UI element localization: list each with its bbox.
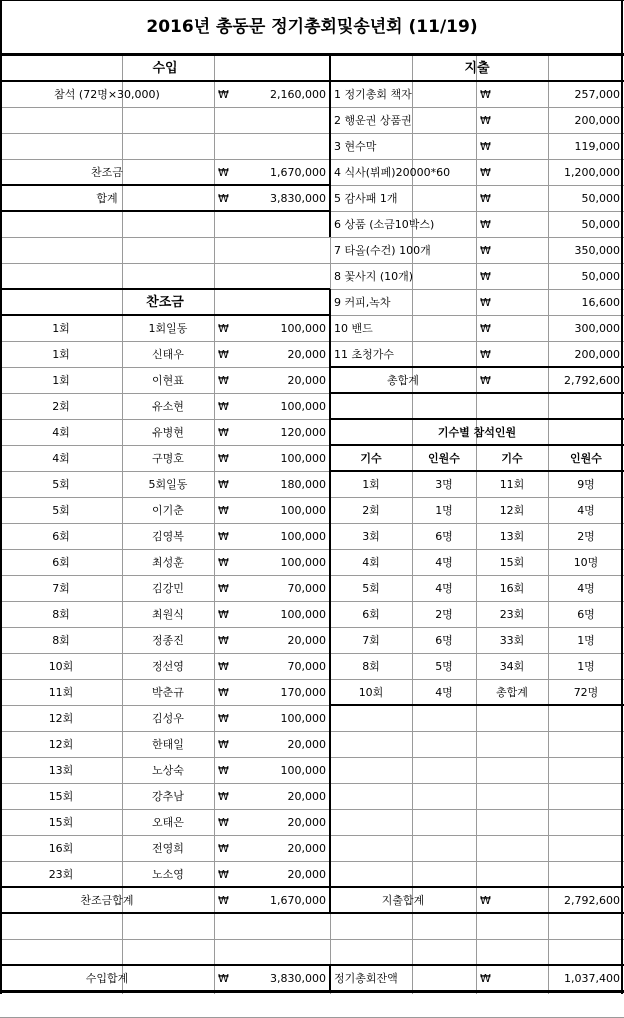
balance-currency: ₩ — [480, 971, 491, 985]
expense-header: 지출 — [464, 60, 490, 76]
donation-amount: 20,000 — [287, 841, 326, 855]
attendance-gen: 16회 — [499, 581, 525, 595]
attendance-count: 2명 — [435, 607, 453, 621]
expense-amount: 119,000 — [574, 139, 620, 153]
attendance-count: 4명 — [435, 581, 453, 595]
attendance-gen: 13회 — [499, 529, 525, 543]
income-total-label: 수입합계 — [85, 971, 129, 985]
donation-currency: ₩ — [218, 659, 229, 673]
donation-gen: 8회 — [52, 607, 70, 621]
attendance-count: 10명 — [573, 555, 599, 569]
donation-currency: ₩ — [218, 685, 229, 699]
attendance-gen: 4회 — [362, 555, 380, 569]
expense-label: 4 식사(뷔페)20000*60 — [334, 165, 451, 179]
attendance-count: 4명 — [435, 555, 453, 569]
expense-total-label: 총합계 — [387, 373, 419, 387]
income-amount: 1,670,000 — [270, 165, 326, 179]
donation-gen: 12회 — [48, 711, 74, 725]
attendance-col-count: 인원수 — [428, 451, 460, 465]
attendance-count: 3명 — [435, 477, 453, 491]
expense-currency: ₩ — [480, 191, 491, 205]
expense-total-summary-label: 지출합계 — [381, 893, 425, 907]
donation-currency: ₩ — [218, 347, 229, 361]
expense-currency: ₩ — [480, 321, 491, 335]
expense-label: 11 초청가수 — [334, 347, 394, 361]
expense-amount: 200,000 — [574, 113, 620, 127]
expense-currency: ₩ — [480, 243, 491, 257]
grid-line — [0, 939, 624, 940]
attendance-count: 5명 — [435, 659, 453, 673]
expense-currency: ₩ — [480, 113, 491, 127]
donations-total-label: 찬조금합계 — [80, 893, 134, 907]
expense-currency: ₩ — [480, 347, 491, 361]
attendance-gen: 33회 — [499, 633, 525, 647]
donation-amount: 20,000 — [287, 789, 326, 803]
donation-gen: 1회 — [52, 347, 70, 361]
donation-name: 노상숙 — [152, 763, 184, 777]
donation-currency: ₩ — [218, 815, 229, 829]
donation-name: 최성훈 — [152, 555, 184, 569]
donation-name: 한태일 — [152, 737, 184, 751]
attendance-col-count: 인원수 — [570, 451, 602, 465]
donation-currency: ₩ — [218, 789, 229, 803]
donation-amount: 180,000 — [280, 477, 326, 491]
expense-currency: ₩ — [480, 269, 491, 283]
expense-label: 10 밴드 — [334, 321, 373, 335]
expense-total-amount: 2,792,600 — [564, 373, 620, 387]
donation-currency: ₩ — [218, 737, 229, 751]
donation-currency: ₩ — [218, 841, 229, 855]
expense-currency: ₩ — [480, 87, 491, 101]
donation-name: 강추남 — [152, 789, 184, 803]
expense-label: 3 현수막 — [334, 139, 377, 153]
expense-amount: 1,200,000 — [564, 165, 620, 179]
donation-currency: ₩ — [218, 581, 229, 595]
donation-currency: ₩ — [218, 711, 229, 725]
donation-gen: 1회 — [52, 373, 70, 387]
attendance-gen: 6회 — [362, 607, 380, 621]
expense-currency: ₩ — [480, 217, 491, 231]
attendance-gen: 15회 — [499, 555, 525, 569]
expense-amount: 16,600 — [581, 295, 620, 309]
donation-gen: 12회 — [48, 737, 74, 751]
donation-gen: 15회 — [48, 815, 74, 829]
attendance-gen: 12회 — [499, 503, 525, 517]
donation-gen: 4회 — [52, 451, 70, 465]
donation-gen: 6회 — [52, 529, 70, 543]
donation-currency: ₩ — [218, 529, 229, 543]
donation-amount: 120,000 — [280, 425, 326, 439]
donation-amount: 20,000 — [287, 373, 326, 387]
income-amount: 2,160,000 — [270, 87, 326, 101]
expense-label: 1 정기총회 책자 — [334, 87, 412, 101]
attendance-count: 6명 — [435, 529, 453, 543]
income-total-amount: 3,830,000 — [270, 971, 326, 985]
expense-label: 6 상품 (소금10박스) — [334, 217, 435, 231]
income-currency: ₩ — [218, 165, 229, 179]
donation-amount: 100,000 — [280, 503, 326, 517]
attendance-gen: 5회 — [362, 581, 380, 595]
donation-name: 최원식 — [152, 607, 184, 621]
attendance-count: 4명 — [577, 503, 595, 517]
attendance-count: 6명 — [435, 633, 453, 647]
expense-amount: 300,000 — [574, 321, 620, 335]
attendance-count: 4명 — [435, 685, 453, 699]
donation-name: 1회일동 — [148, 321, 188, 335]
donations-header: 찬조금 — [146, 294, 184, 310]
donation-currency: ₩ — [218, 425, 229, 439]
donation-gen: 15회 — [48, 789, 74, 803]
donation-name: 5회일동 — [148, 477, 188, 491]
attendance-gen: 34회 — [499, 659, 525, 673]
donation-amount: 20,000 — [287, 737, 326, 751]
donation-amount: 100,000 — [280, 711, 326, 725]
expense-amount: 50,000 — [581, 217, 620, 231]
attendance-count: 6명 — [577, 607, 595, 621]
donation-amount: 20,000 — [287, 633, 326, 647]
expense-label: 9 커피,녹차 — [334, 295, 391, 309]
donation-gen: 13회 — [48, 763, 74, 777]
donation-name: 유병현 — [152, 425, 184, 439]
expense-amount: 200,000 — [574, 347, 620, 361]
attendance-gen: 23회 — [499, 607, 525, 621]
income-header: 수입 — [152, 60, 178, 76]
balance-label: 정기총회잔액 — [334, 971, 398, 985]
attendance-count: 72명 — [573, 685, 599, 699]
donation-name: 정선영 — [152, 659, 184, 673]
donation-amount: 100,000 — [280, 399, 326, 413]
donation-currency: ₩ — [218, 607, 229, 621]
donation-name: 정종진 — [152, 633, 184, 647]
grid-line — [0, 991, 624, 993]
donation-gen: 2회 — [52, 399, 70, 413]
donation-name: 김성우 — [152, 711, 184, 725]
expense-total-currency: ₩ — [480, 373, 491, 387]
expense-amount: 257,000 — [574, 87, 620, 101]
attendance-count: 1명 — [435, 503, 453, 517]
expense-currency: ₩ — [480, 139, 491, 153]
income-currency: ₩ — [218, 191, 229, 205]
donation-amount: 100,000 — [280, 321, 326, 335]
attendance-gen: 7회 — [362, 633, 380, 647]
page-title: 2016년 총동문 정기총회및송년회 (11/19) — [146, 16, 478, 37]
donation-currency: ₩ — [218, 633, 229, 647]
donation-currency: ₩ — [218, 451, 229, 465]
donation-amount: 70,000 — [287, 581, 326, 595]
income-label: 합계 — [96, 191, 118, 205]
donation-currency: ₩ — [218, 555, 229, 569]
attendance-gen: 10회 — [358, 685, 384, 699]
donation-gen: 5회 — [52, 477, 70, 491]
donation-currency: ₩ — [218, 321, 229, 335]
donation-gen: 23회 — [48, 867, 74, 881]
donation-amount: 100,000 — [280, 607, 326, 621]
income-total-currency: ₩ — [218, 971, 229, 985]
balance-amount: 1,037,400 — [564, 971, 620, 985]
donation-currency: ₩ — [218, 373, 229, 387]
donation-gen: 6회 — [52, 555, 70, 569]
donation-amount: 100,000 — [280, 555, 326, 569]
donation-currency: ₩ — [218, 503, 229, 517]
donation-amount: 100,000 — [280, 763, 326, 777]
donation-gen: 8회 — [52, 633, 70, 647]
donation-amount: 170,000 — [280, 685, 326, 699]
donation-gen: 7회 — [52, 581, 70, 595]
donation-gen: 4회 — [52, 425, 70, 439]
expense-label: 5 감사패 1개 — [334, 191, 398, 205]
donation-currency: ₩ — [218, 763, 229, 777]
donation-gen: 10회 — [48, 659, 74, 673]
donation-name: 이기춘 — [152, 503, 184, 517]
donation-amount: 20,000 — [287, 347, 326, 361]
donation-name: 구명호 — [152, 451, 184, 465]
income-currency: ₩ — [218, 87, 229, 101]
donation-gen: 1회 — [52, 321, 70, 335]
donation-name: 노소영 — [152, 867, 184, 881]
income-label: 찬조금 — [91, 165, 123, 179]
donation-currency: ₩ — [218, 867, 229, 881]
attendance-header: 기수별 참석인원 — [437, 425, 517, 439]
expense-label: 8 꽃사지 (10개) — [334, 269, 414, 283]
attendance-count: 4명 — [577, 581, 595, 595]
donation-amount: 70,000 — [287, 659, 326, 673]
attendance-gen: 3회 — [362, 529, 380, 543]
expense-label: 7 타올(수건) 100개 — [334, 243, 431, 257]
donation-amount: 100,000 — [280, 529, 326, 543]
donation-gen: 16회 — [48, 841, 74, 855]
expense-amount: 50,000 — [581, 269, 620, 283]
income-label: 참석 (72명×30,000) — [54, 87, 160, 101]
attendance-gen: 1회 — [362, 477, 380, 491]
attendance-gen: 총합계 — [496, 685, 528, 699]
donation-name: 김강민 — [152, 581, 184, 595]
attendance-count: 1명 — [577, 659, 595, 673]
donation-amount: 20,000 — [287, 815, 326, 829]
expense-currency: ₩ — [480, 165, 491, 179]
attendance-gen: 11회 — [499, 477, 525, 491]
expense-amount: 50,000 — [581, 191, 620, 205]
donation-name: 이현표 — [152, 373, 184, 387]
expense-amount: 350,000 — [574, 243, 620, 257]
expense-currency: ₩ — [480, 295, 491, 309]
attendance-count: 1명 — [577, 633, 595, 647]
donations-total-currency: ₩ — [218, 893, 229, 907]
donation-gen: 5회 — [52, 503, 70, 517]
attendance-gen: 8회 — [362, 659, 380, 673]
expense-total-summary-amount: 2,792,600 — [564, 893, 620, 907]
donation-name: 전영희 — [152, 841, 184, 855]
donation-name: 김영복 — [152, 529, 184, 543]
donation-gen: 11회 — [48, 685, 74, 699]
expense-total-summary-currency: ₩ — [480, 893, 491, 907]
donation-name: 유소현 — [152, 399, 184, 413]
attendance-col-gen: 기수 — [360, 451, 382, 465]
donation-name: 신태우 — [152, 347, 184, 361]
donation-name: 오태은 — [152, 815, 184, 829]
donations-total-amount: 1,670,000 — [270, 893, 326, 907]
attendance-col-gen: 기수 — [501, 451, 523, 465]
income-amount: 3,830,000 — [270, 191, 326, 205]
donation-currency: ₩ — [218, 477, 229, 491]
attendance-count: 9명 — [577, 477, 595, 491]
donation-amount: 100,000 — [280, 451, 326, 465]
attendance-gen: 2회 — [362, 503, 380, 517]
donation-name: 박춘규 — [152, 685, 184, 699]
expense-label: 2 행운권 상품권 — [334, 113, 412, 127]
donation-currency: ₩ — [218, 399, 229, 413]
attendance-count: 2명 — [577, 529, 595, 543]
donation-amount: 20,000 — [287, 867, 326, 881]
